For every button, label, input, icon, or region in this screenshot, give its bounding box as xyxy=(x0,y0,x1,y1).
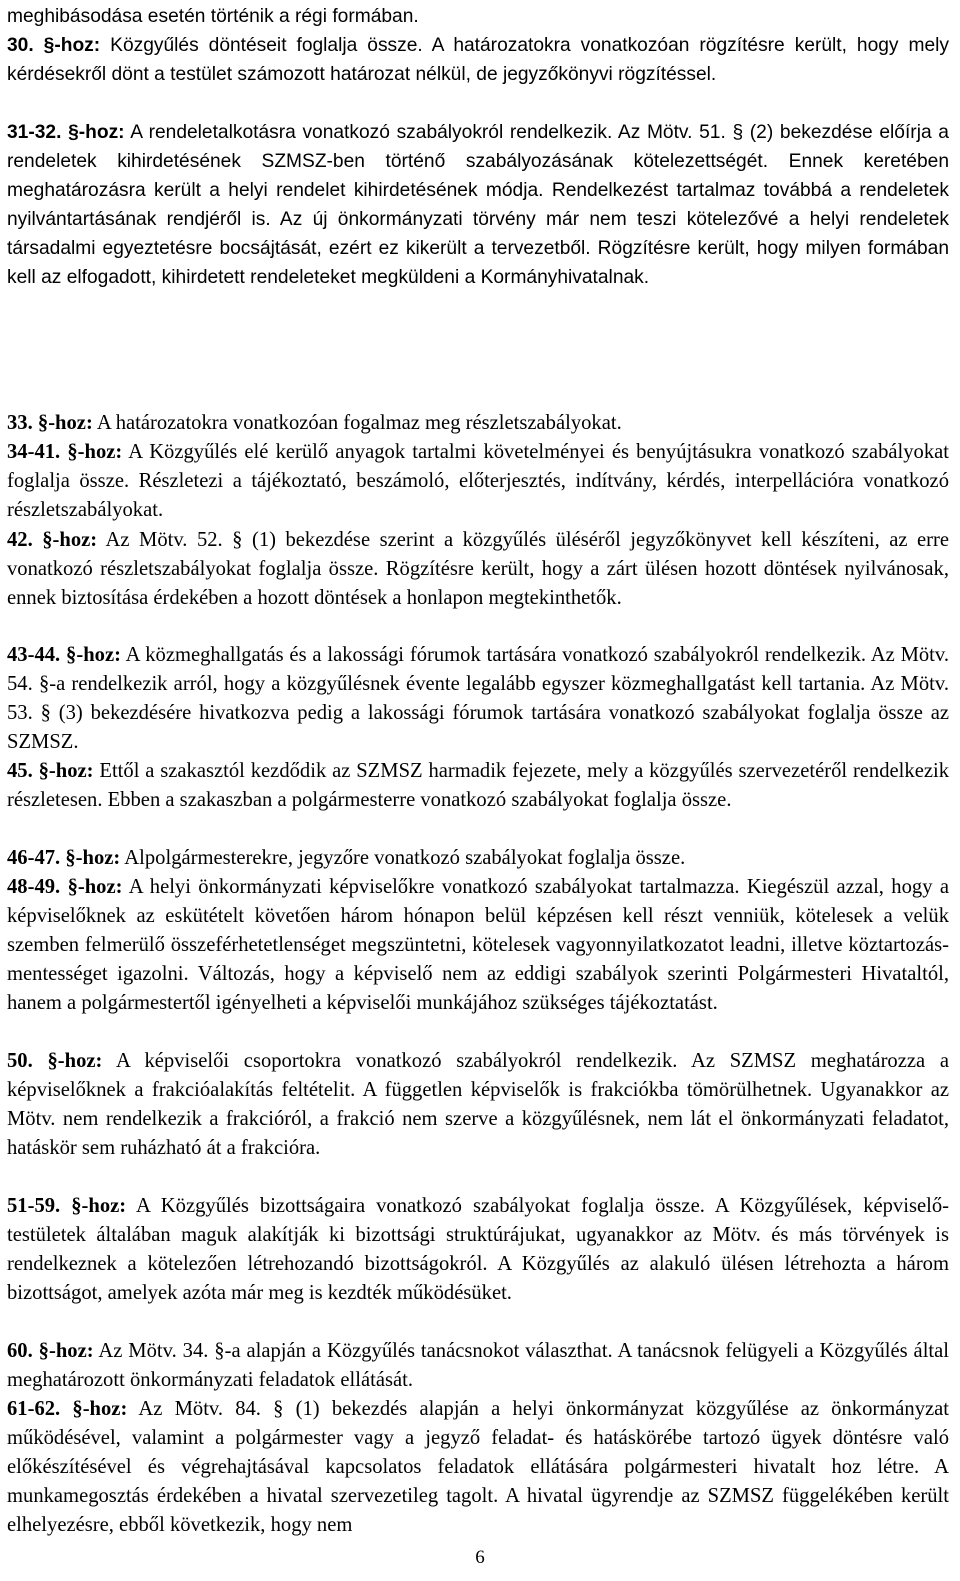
section-number: 51-59. xyxy=(7,1195,61,1217)
section-number: 34-41. xyxy=(7,441,61,463)
paragraph-continuation xyxy=(7,2,949,31)
paragraph-text: meghibásodása esetén történik a régi formában. xyxy=(7,6,419,27)
paragraph-section-34-41 xyxy=(7,438,949,525)
section-hoz-label: §-hoz: xyxy=(42,529,98,551)
section-hoz-label: §-hoz: xyxy=(43,35,101,56)
paragraph-text: Az Mötv. 84. § (1) bekezdés alapján a helyi önkormányzat közgyűlése az önkormányzat működésével, valamint a polgármester vagy a jegyző feladat- és hatáskörébe tartozó ügyek döntésre való előkészítésével és végrehajtásával kapcsolatos feladatok ellátására polgármesteri hivatalt hoz létre. A munkamegosztás érdekében a hivatal szervezetileg tagolt. A hivatal ügyrendje az SZMSZ függelékében került elhelyezésre, ebből következik, hogy nem xyxy=(7,1398,949,1537)
paragraph-text: Az Mötv. 52. § (1) bekezdése szerint a közgyűlés üléséről jegyzőkönyvet kell készíteni, az erre vonatkozó részletszabályokat foglalja össze. Rögzítésre került, hogy a zárt ülésen hozott döntések nyilvánosak, ennek biztosítása érdekében a hozott döntések a honlapon megtekinthetők. xyxy=(7,529,949,610)
section-hoz-label: §-hoz: xyxy=(65,847,121,869)
paragraph-section-48-49 xyxy=(7,873,949,1018)
paragraph-section-42 xyxy=(7,526,949,613)
section-hoz-label: §-hoz: xyxy=(66,644,121,666)
section-hoz-label: §-hoz: xyxy=(67,441,123,463)
section-hoz-label: §-hoz: xyxy=(37,412,93,434)
section-number: 30. xyxy=(7,35,34,56)
section-number: 31-32. xyxy=(7,122,62,143)
paragraph-section-51-59 xyxy=(7,1192,949,1308)
section-number: 61-62. xyxy=(7,1398,61,1420)
paragraph-text: A Közgyűlés elé kerülő anyagok tartalmi követelményei és benyújtásukra vonatkozó szabályokat foglalja össze. Részletezi a tájékoztató, beszámoló, előterjesztés, indítvány, kérdés, interpellációra vonatkozó részletszabályokat. xyxy=(7,441,949,522)
paragraph-section-50 xyxy=(7,1047,949,1163)
section-hoz-label: §-hoz: xyxy=(47,1050,103,1072)
paragraph-section-30 xyxy=(7,31,949,89)
section-hoz-label: §-hoz: xyxy=(38,760,94,782)
section-number: 33. xyxy=(7,412,33,434)
paragraph-section-43-44 xyxy=(7,641,949,757)
page-number: 6 xyxy=(475,1547,485,1568)
section-number: 46-47. xyxy=(7,847,61,869)
section-hoz-label: §-hoz: xyxy=(38,1340,94,1362)
paragraph-section-45 xyxy=(7,757,949,815)
section-hoz-label: §-hoz: xyxy=(68,122,125,143)
section-number: 50. xyxy=(7,1050,33,1072)
paragraph-text: Közgyűlés döntéseit foglalja össze. A határozatokra vonatkozóan rögzítésre került, hogy mely kérdésekről dönt a testület számozott határozat nélkül, de jegyzőkönyvi rögzítéssel. xyxy=(7,35,950,86)
section-number: 45. xyxy=(7,760,33,782)
paragraph-section-33 xyxy=(7,409,949,438)
paragraph-text: Ettől a szakasztól kezdődik az SZMSZ harmadik fejezete, mely a közgyűlés szervezetéről rendelkezik részletesen. Ebben a szakaszban a polgármesterre vonatkozó szabályokat foglalja össze. xyxy=(7,760,949,812)
section-hoz-label: §-hoz: xyxy=(71,1195,127,1217)
paragraph-section-61-62 xyxy=(7,1395,949,1540)
section-number: 42. xyxy=(7,529,33,551)
paragraph-section-46-47 xyxy=(7,844,949,873)
paragraph-section-60 xyxy=(7,1337,949,1395)
paragraph-text: A határozatokra vonatkozóan fogalmaz meg részletszabályokat. xyxy=(96,412,622,434)
paragraph-section-31-32 xyxy=(7,118,949,293)
paragraph-text: A rendeletalkotásra vonatkozó szabályokról rendelkezik. Az Mötv. 51. § (2) bekezdése előírja a rendeletek kihirdetésének SZMSZ-ben történő szabályozásának kötelezettségét. Ennek keretében meghatározásra került a helyi rendelet kihirdetésének módja. Rendelkezést tartalmaz továbbá a rendeletek nyilvántartásának rendjéről is. Az új önkormányzati törvény már nem teszi kötelezővé a helyi rendeletek társadalmi egyeztetésre bocsájtását, ezért ez kikerült a tervezetből. Rögzítésre került, hogy milyen formában kell az elfogadott, kihirdetett rendeleteket megküldeni a Kormányhivatalnak. xyxy=(7,122,949,289)
section-hoz-label: §-hoz: xyxy=(67,876,123,898)
paragraph-text: A közmeghallgatás és a lakossági fórumok tartására vonatkozó szabályokról rendelkezik. Az Mötv. 54. §-a rendelkezik arról, hogy a közgyűlésnek évente legalább egyszer közmeghallgatást kell tartania. Az Mötv. 53. § (3) bekezdésére hivatkozva pedig a lakossági fórumok tartására vonatkozó szabályokat foglalja össze az SZMSZ. xyxy=(7,644,950,754)
section-number: 48-49. xyxy=(7,876,61,898)
paragraph-text: A Közgyűlés bizottságaira vonatkozó szabályokat foglalja össze. A Közgyűlések, képviselő-testületek általában maguk alakítják ki bizottsági struktúrájukat, ugyanakkor az Mötv. és más törvények is rendelkeznek a kötelezően létrehozandó bizottságokról. A Közgyűlés az alakuló ülésen létrehozta a három bizottságot, amelyek azóta már meg is kezdték működésüket. xyxy=(7,1195,949,1305)
paragraph-text: A képviselői csoportokra vonatkozó szabályokról rendelkezik. Az SZMSZ meghatározza a képviselőknek a frakcióalakítás feltételit. A független képviselők is frakciókba tömörülhetnek. Ugyanakkor az Mötv. nem rendelkezik a frakcióról, a frakció nem szerve a közgyűlésnek, nem lát el önkormányzati feladatot, hatáskör sem ruházható át a frakcióra. xyxy=(7,1050,950,1160)
section-number: 43-44. xyxy=(7,644,61,666)
paragraph-text: A helyi önkormányzati képviselőkre vonatkozó szabályokat tartalmazza. Kiegészül azzal, hogy a képviselőknek az eskütételt követően három hónapon belül képzésen kell részt venniük, kötelesek a velük szemben felmerülő összeférhetetlenséget megszüntetni, kötelesek vagyonnyilatkozatot leadni, illetve köztartozás-mentességet igazolni. Változás, hogy a képviselő nem az eddigi szabályok szerinti Polgármesteri Hivataltól, hanem a polgármestertől igényelheti a képviselői munkájához szükséges tájékoztatást. xyxy=(7,876,949,1015)
section-number: 60. xyxy=(7,1340,33,1362)
paragraph-text: Alpolgármesterekre, jegyzőre vonatkozó szabályokat foglalja össze. xyxy=(124,847,686,869)
section-hoz-label: §-hoz: xyxy=(72,1398,128,1420)
paragraph-text: Az Mötv. 34. §-a alapján a Közgyűlés tanácsnokot választhat. A tanácsnok felügyeli a Közgyűlés által meghatározott önkormányzati feladatok ellátását. xyxy=(7,1340,949,1392)
